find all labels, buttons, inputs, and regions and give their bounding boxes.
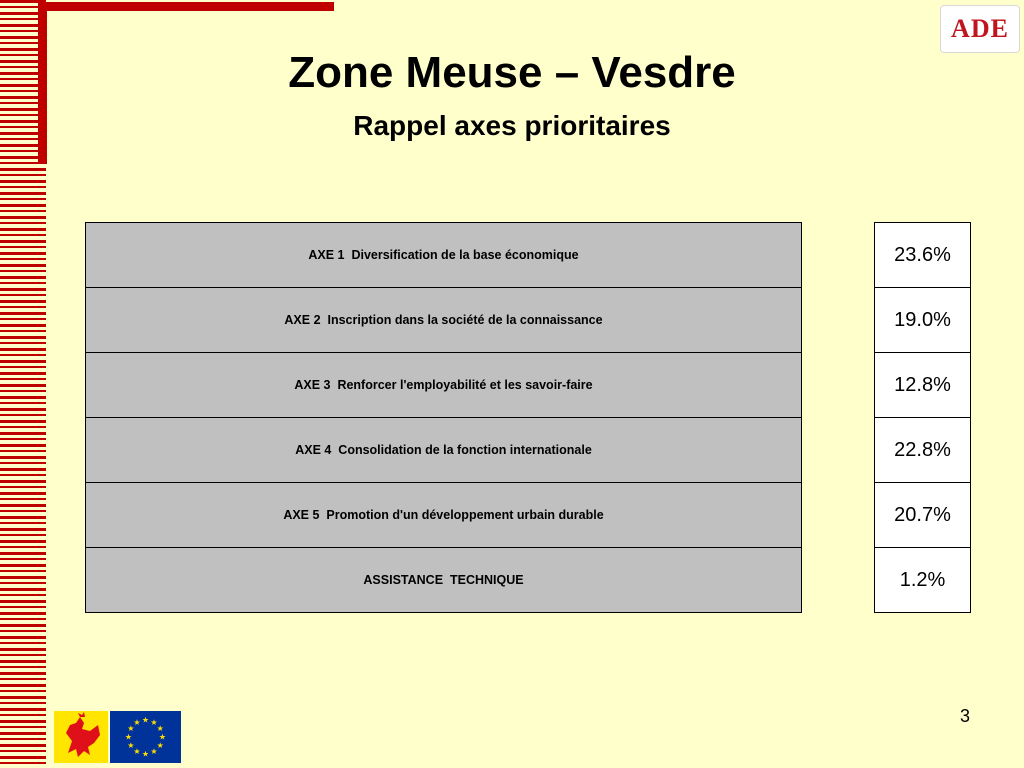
table-row bbox=[86, 223, 802, 288]
table-row bbox=[86, 548, 802, 613]
table-row bbox=[875, 483, 971, 548]
eu-star-icon: ★ bbox=[150, 747, 158, 757]
axis-label-cell: ASSISTANCE TECHNIQUE bbox=[86, 548, 802, 613]
percent-table bbox=[874, 222, 971, 613]
percent-cell: 19.0% bbox=[875, 288, 971, 353]
ade-logo-text: ADE bbox=[951, 14, 1009, 43]
eu-star-icon: ★ bbox=[127, 741, 135, 750]
table-row bbox=[86, 483, 802, 548]
table-row bbox=[875, 223, 971, 288]
decorative-red-horizontal-bar bbox=[38, 2, 334, 11]
eu-star-icon: ★ bbox=[133, 717, 141, 727]
wallonia-rooster-flag-icon bbox=[54, 711, 108, 763]
eu-star-icon: ★ bbox=[133, 747, 141, 757]
percent-cell: 1.2% bbox=[875, 548, 971, 613]
table-row bbox=[875, 548, 971, 613]
axis-label-cell: AXE 4 Consolidation de la fonction internationale bbox=[86, 418, 802, 483]
table-row bbox=[875, 288, 971, 353]
eu-star-icon: ★ bbox=[158, 732, 167, 742]
ade-logo bbox=[940, 5, 1020, 53]
axis-label-cell: AXE 2 Inscription dans la société de la connaissance bbox=[86, 288, 802, 353]
eu-star-icon: ★ bbox=[127, 724, 135, 733]
axes-table bbox=[85, 222, 802, 613]
percent-cell: 23.6% bbox=[875, 223, 971, 288]
percent-cell: 22.8% bbox=[875, 418, 971, 483]
slide-subtitle: Rappel axes prioritaires bbox=[353, 110, 671, 141]
eu-star-icon: ★ bbox=[156, 741, 164, 750]
table-row bbox=[86, 418, 802, 483]
eu-star-icon: ★ bbox=[150, 717, 158, 727]
eu-star-icon: ★ bbox=[141, 715, 150, 725]
axis-label-cell: AXE 1 Diversification de la base économique bbox=[86, 223, 802, 288]
axis-label-cell: AXE 5 Promotion d'un développement urbain durable bbox=[86, 483, 802, 548]
percent-cell: 12.8% bbox=[875, 353, 971, 418]
page-number: 3 bbox=[959, 706, 970, 726]
percent-cell: 20.7% bbox=[875, 483, 971, 548]
eu-star-icon: ★ bbox=[124, 732, 133, 742]
table-row bbox=[875, 418, 971, 483]
eu-star-icon: ★ bbox=[156, 724, 164, 733]
slide-title: Zone Meuse – Vesdre bbox=[288, 48, 736, 97]
eu-flag-icon bbox=[110, 711, 181, 763]
axis-label-cell: AXE 3 Renforcer l'employabilité et les savoir-faire bbox=[86, 353, 802, 418]
eu-star-icon: ★ bbox=[141, 749, 150, 759]
table-row bbox=[875, 353, 971, 418]
table-row bbox=[86, 353, 802, 418]
table-row bbox=[86, 288, 802, 353]
